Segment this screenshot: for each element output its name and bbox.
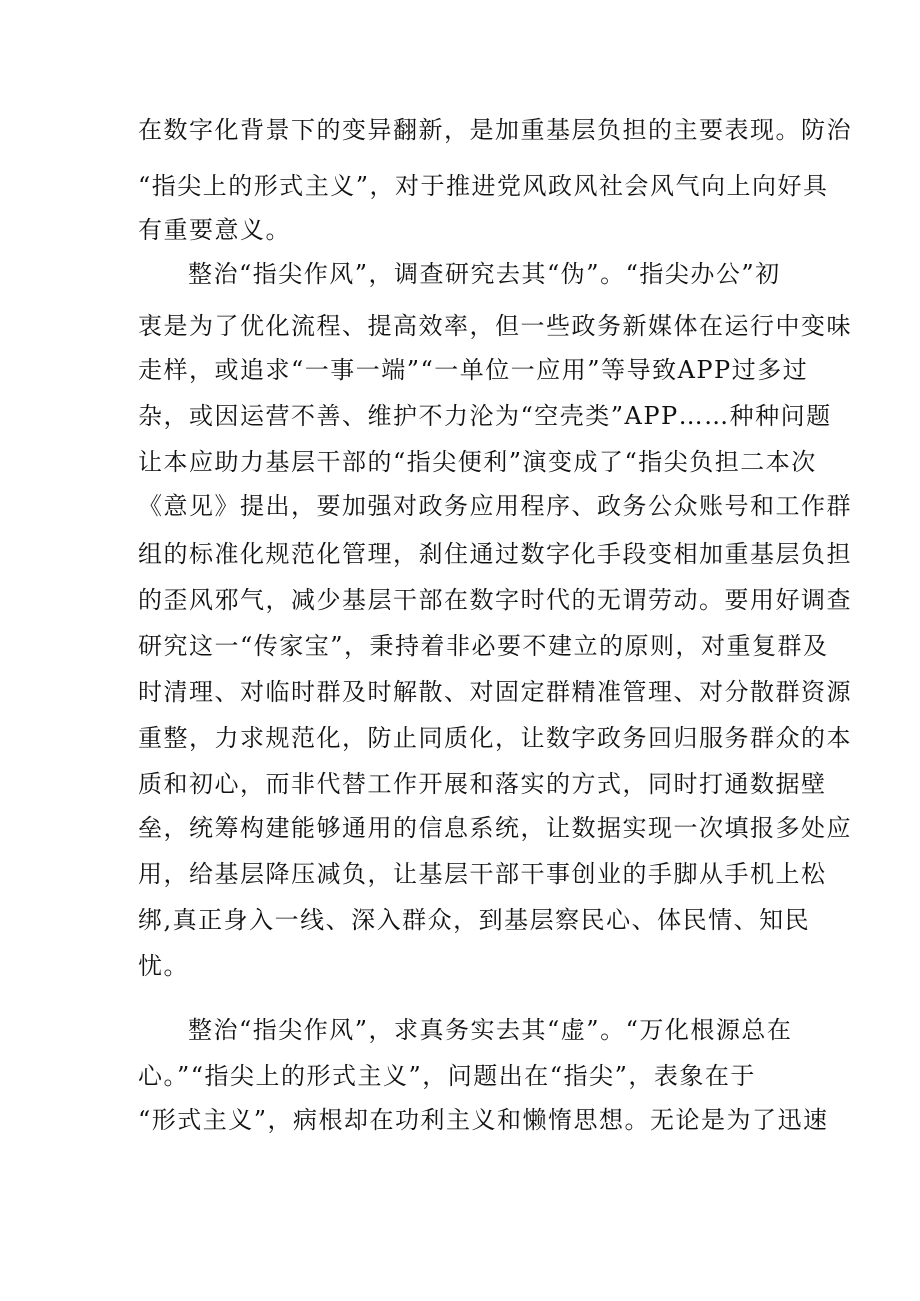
text-line: 有重要意义。	[138, 216, 291, 244]
text-line: 绑,真正身入一线、深入群众，到基层察民心、体民情、知民	[138, 906, 811, 934]
text-line: 整治“指尖作风”，求真务实去其“虚”。“万化根源总在	[188, 1016, 793, 1044]
text-line: 心。”“指尖上的形式主义”，问题出在“指尖”，表象在于	[138, 1062, 756, 1090]
text-line: 整治“指尖作风”，调查研究去其“伪”。“指尖办公”初	[188, 260, 781, 288]
text-line: 的歪风邪气，减少基层干部在数字时代的无谓劳动。要用好调查	[138, 586, 852, 614]
text-line: 时清理、对临时群及时解散、对固定群精准管理、对分散群资源	[138, 678, 852, 706]
text-line: 重整，力求规范化，防止同质化，让数字政务回归服务群众的本	[138, 724, 852, 752]
text-line: 质和初心，而非代替工作开展和落实的方式，同时打通数据壁	[138, 770, 827, 798]
text-line: 用，给基层降压减负，让基层干部干事创业的手脚从手机上松	[138, 860, 827, 888]
text-line: 走样，或追求“一事一端”“一单位一应用”等导致APP过多过	[138, 356, 809, 384]
text-line: “形式主义”，病根却在功利主义和懒惰思想。无论是为了迅速	[138, 1106, 829, 1134]
text-line: 垒，统筹构建能够通用的信息系统，让数据实现一次填报多处应	[138, 814, 852, 842]
text-line: 杂，或因运营不善、维护不力沦为“空壳类”APP……种种问题	[138, 402, 832, 430]
text-line: “指尖上的形式主义”，对于推进党风政风社会风气向上向好具	[138, 172, 829, 200]
text-line: 组的标准化规范化管理，刹住通过数字化手段变相加重基层负担	[138, 540, 852, 568]
text-line: 让本应助力基层干部的“指尖便利”演变成了“指尖负担二本次	[138, 448, 817, 476]
text-line: 在数字化背景下的变异翻新，是加重基层负担的主要表现。防治	[138, 116, 852, 144]
text-line: 衷是为了优化流程、提高效率，但一些政务新媒体在运行中变味	[138, 312, 852, 340]
text-line: 研究这一“传家宝”，秉持着非必要不建立的原则，对重复群及	[138, 632, 829, 660]
text-line: 《意见》提出，要加强对政务应用程序、政务公众账号和工作群	[138, 492, 852, 520]
text-line: 忧。	[138, 952, 189, 980]
